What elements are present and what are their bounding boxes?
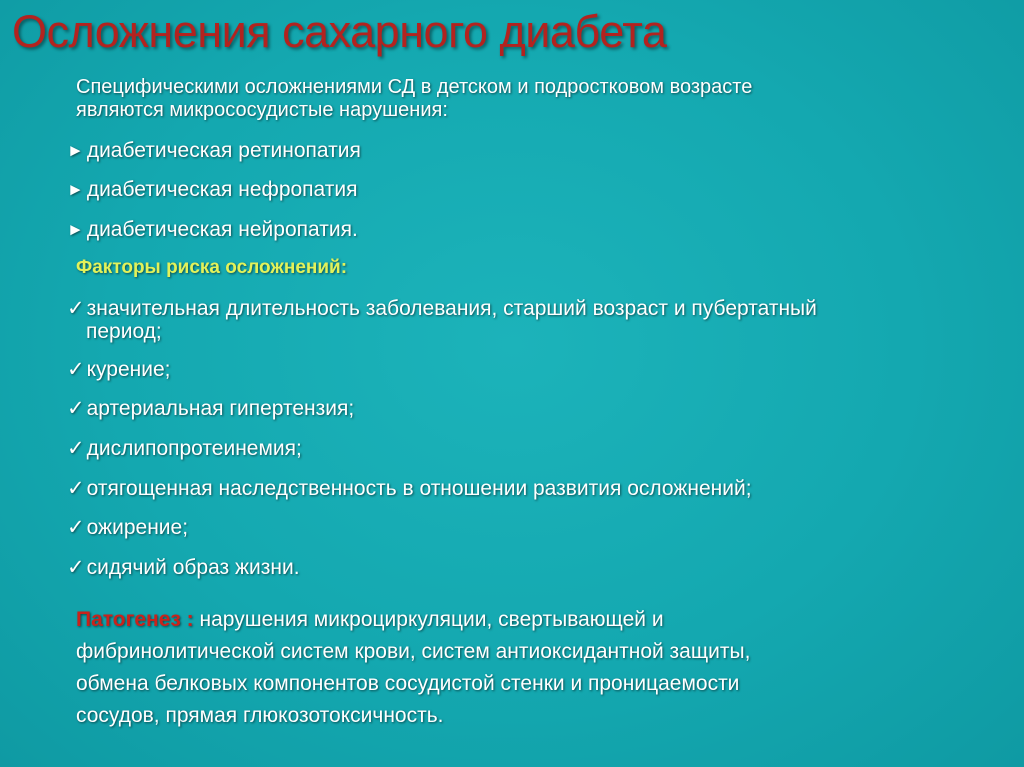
risk-factor-text: дислипопротеинемия;: [86, 437, 302, 460]
checkmark-icon: ✓: [67, 516, 85, 539]
risk-factor-text: сидячий образ жизни.: [86, 556, 300, 579]
risk-factor-item: [67, 297, 817, 343]
risk-factor-item: [67, 358, 171, 381]
risk-factor-text: отягощенная наследственность в отношении развития осложнений;: [86, 477, 752, 500]
risk-factor-text: значительная длительность заболевания, старший возраст и пубертатный: [86, 297, 817, 320]
slide-title: Осложнения сахарного диабета: [12, 6, 667, 57]
pathogenesis-paragraph: [76, 604, 750, 732]
risk-factor-text: артериальная гипертензия;: [86, 397, 355, 420]
pathogenesis-text: сосудов, прямая глюкозотоксичность.: [76, 704, 444, 727]
risk-factor-item: [67, 397, 354, 420]
checkmark-icon: ✓: [67, 556, 85, 579]
risk-factor-item: [67, 556, 300, 579]
intro-paragraph: [76, 76, 752, 122]
complication-text: диабетическая нефропатия: [86, 178, 358, 201]
complication-text: диабетическая ретинопатия: [86, 139, 361, 162]
arrow-bullet-icon: ►: [67, 180, 84, 199]
risk-factor-text: курение;: [86, 358, 171, 381]
complication-item: [67, 218, 358, 243]
checkmark-icon: ✓: [67, 477, 85, 500]
arrow-bullet-icon: ►: [67, 220, 84, 239]
intro-line: Специфическими осложнениями СД в детском и подростковом возрасте: [76, 76, 753, 98]
complication-item: [67, 178, 358, 203]
checkmark-icon: ✓: [67, 358, 85, 381]
complication-item: [67, 139, 361, 164]
intro-line: являются микрососудистые нарушения:: [76, 99, 448, 121]
risk-factor-item: [67, 516, 188, 539]
complication-text: диабетическая нейропатия.: [86, 218, 358, 241]
arrow-bullet-icon: ►: [67, 141, 84, 160]
risk-factors-heading: Факторы риска осложнений:: [76, 257, 348, 278]
risk-factor-text: ожирение;: [86, 516, 189, 539]
pathogenesis-label: Патогенез :: [76, 608, 194, 631]
checkmark-icon: ✓: [67, 437, 85, 460]
risk-factor-text-continuation: период;: [86, 320, 162, 343]
pathogenesis-text: нарушения микроциркуляции, свертывающей и: [193, 608, 664, 631]
pathogenesis-text: обмена белковых компонентов сосудистой стенки и проницаемости: [76, 672, 740, 695]
checkmark-icon: ✓: [67, 297, 85, 320]
risk-factor-item: [67, 477, 752, 500]
pathogenesis-text: фибринолитической систем крови, систем антиоксидантной защиты,: [76, 640, 751, 663]
checkmark-icon: ✓: [67, 397, 85, 420]
risk-factor-item: [67, 437, 302, 460]
